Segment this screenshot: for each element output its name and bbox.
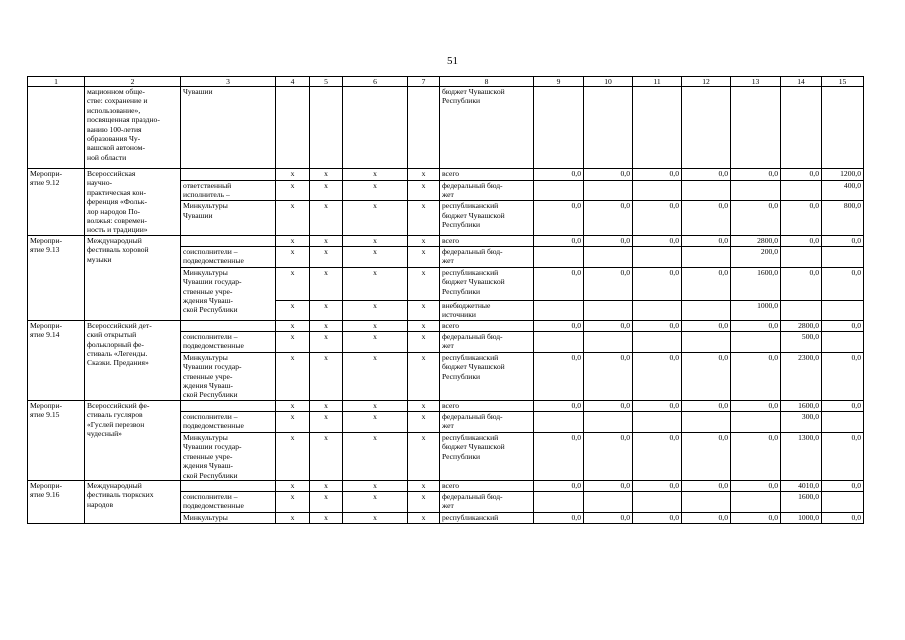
x-mark: х — [310, 432, 343, 480]
amount-cell: 0,0 — [682, 267, 731, 300]
executor-cell — [181, 480, 276, 491]
x-mark: х — [408, 235, 440, 246]
amount-cell: 0,0 — [584, 235, 633, 246]
x-mark: х — [276, 491, 310, 512]
amount-cell — [534, 331, 584, 352]
amount-cell: 0,0 — [584, 201, 633, 236]
x-mark: х — [276, 201, 310, 236]
x-mark: х — [343, 246, 408, 267]
amount-cell — [584, 246, 633, 267]
amount-cell: 300,0 — [781, 411, 822, 432]
amount-cell: 0,0 — [633, 432, 682, 480]
col-header: 4 — [276, 77, 310, 87]
x-mark: х — [408, 491, 440, 512]
amount-cell — [682, 180, 731, 201]
table-row — [28, 235, 864, 246]
col-header: 5 — [310, 77, 343, 87]
x-mark: х — [276, 320, 310, 331]
col-header: 1 — [28, 77, 85, 87]
col-header: 2 — [85, 77, 181, 87]
funding-source: федеральный бюд- жет — [440, 180, 534, 201]
funding-source: федеральный бюд- жет — [440, 491, 534, 512]
amount-cell — [584, 491, 633, 512]
x-mark: х — [408, 300, 440, 320]
event-id: Меропри- ятие 9.14 — [28, 320, 85, 400]
header-row — [28, 77, 864, 87]
amount-cell: 0,0 — [534, 235, 584, 246]
amount-cell — [822, 300, 864, 320]
amount-cell: 0,0 — [633, 169, 682, 181]
funding-source: федеральный бюд- жет — [440, 331, 534, 352]
amount-cell — [682, 331, 731, 352]
executor-cell: соисполнители – подведомственные — [181, 491, 276, 512]
amount-cell — [633, 180, 682, 201]
table-row — [28, 169, 864, 181]
x-mark: х — [408, 320, 440, 331]
amount-cell: 0,0 — [584, 400, 633, 411]
x-mark: х — [343, 400, 408, 411]
x-mark: х — [276, 267, 310, 300]
amount-cell: 0,0 — [682, 320, 731, 331]
x-mark: х — [408, 246, 440, 267]
x-mark: х — [310, 235, 343, 246]
amount-cell — [682, 300, 731, 320]
col-header: 12 — [682, 77, 731, 87]
amount-cell: 2300,0 — [781, 352, 822, 400]
funding-source: всего — [440, 320, 534, 331]
executor-cell: соисполнители – подведомственные — [181, 411, 276, 432]
col-header: 8 — [440, 77, 534, 87]
amount-cell — [682, 411, 731, 432]
amount-cell: 0,0 — [534, 352, 584, 400]
funding-source: всего — [440, 400, 534, 411]
amount-cell — [633, 411, 682, 432]
x-mark: х — [408, 432, 440, 480]
amount-cell: 0,0 — [682, 512, 731, 523]
x-mark: х — [276, 180, 310, 201]
executor-cell: Минкультуры Чувашии государ- ственные учре- ждения Чуваш- ской Республики — [181, 432, 276, 480]
x-mark: х — [310, 201, 343, 236]
event-name: Международный фестиваль тюркских народов — [85, 480, 181, 523]
x-mark: х — [343, 267, 408, 300]
amount-cell: 0,0 — [731, 320, 781, 331]
amount-cell — [633, 331, 682, 352]
amount-cell: 1200,0 — [822, 169, 864, 181]
amount-cell: 1300,0 — [781, 432, 822, 480]
amount-cell: 0,0 — [534, 480, 584, 491]
amount-cell — [682, 246, 731, 267]
col-header: 6 — [343, 77, 408, 87]
x-mark: х — [343, 352, 408, 400]
x-mark: х — [408, 180, 440, 201]
x-mark: х — [310, 267, 343, 300]
amount-cell: 0,0 — [534, 432, 584, 480]
page-number: 51 — [447, 55, 458, 67]
executor-cell: Минкультуры — [181, 512, 276, 523]
amount-cell: 0,0 — [731, 512, 781, 523]
amount-cell: 0,0 — [682, 480, 731, 491]
amount-cell: 0,0 — [731, 400, 781, 411]
funding-source: всего — [440, 169, 534, 181]
amount-cell — [731, 411, 781, 432]
col-header: 7 — [408, 77, 440, 87]
amount-cell: 4010,0 — [781, 480, 822, 491]
x-mark: х — [343, 331, 408, 352]
amount-cell — [633, 491, 682, 512]
amount-cell: 0,0 — [633, 512, 682, 523]
amount-cell: 2800,0 — [731, 235, 781, 246]
amount-cell — [534, 300, 584, 320]
executor-cell: соисполнители – подведомственные — [181, 246, 276, 267]
amount-cell: 0,0 — [682, 235, 731, 246]
funding-source: республиканский бюджет Чувашской Республики — [440, 432, 534, 480]
amount-cell — [534, 246, 584, 267]
amount-cell: 0,0 — [682, 169, 731, 181]
executor-cell: Минкультуры Чувашии государ- ственные учре- ждения Чуваш- ской Республики — [181, 352, 276, 400]
x-mark: х — [276, 512, 310, 523]
amount-cell — [584, 180, 633, 201]
amount-cell: 0,0 — [781, 169, 822, 181]
amount-cell — [731, 491, 781, 512]
amount-cell — [633, 300, 682, 320]
amount-cell — [731, 180, 781, 201]
executor-cell: Чувашии — [181, 87, 276, 169]
amount-cell — [682, 491, 731, 512]
x-mark: х — [408, 267, 440, 300]
x-mark: х — [276, 432, 310, 480]
amount-cell: 0,0 — [781, 235, 822, 246]
event-name: мационном обще- стве: сохранение и использование», посвященная праздно- ванию 100-летия образования Чу- вашской автоном- ной области — [85, 87, 181, 169]
funding-source: бюджет Чувашской Республики — [440, 87, 534, 169]
amount-cell: 1000,0 — [781, 512, 822, 523]
x-mark: х — [310, 300, 343, 320]
continuation-row — [28, 87, 864, 169]
amount-cell: 1600,0 — [781, 400, 822, 411]
x-mark: х — [310, 411, 343, 432]
executor-cell: Минкультуры Чувашии государ- ственные учре- ждения Чуваш- ской Республики — [181, 267, 276, 320]
x-mark: х — [310, 400, 343, 411]
amount-cell: 0,0 — [534, 169, 584, 181]
amount-cell — [781, 246, 822, 267]
col-header: 13 — [731, 77, 781, 87]
event-name: Всероссийская научно- практическая кон- ференция «Фольк- лор народов По- волжья: современ- ность и традиции» — [85, 169, 181, 236]
x-mark: х — [343, 432, 408, 480]
amount-cell: 0,0 — [822, 235, 864, 246]
x-mark: х — [343, 169, 408, 181]
amount-cell — [584, 300, 633, 320]
x-mark: х — [408, 169, 440, 181]
x-mark: х — [276, 331, 310, 352]
x-mark: х — [408, 201, 440, 236]
x-mark: х — [343, 300, 408, 320]
col-header: 3 — [181, 77, 276, 87]
x-mark: х — [408, 400, 440, 411]
amount-cell: 0,0 — [822, 352, 864, 400]
amount-cell — [781, 180, 822, 201]
amount-cell: 0,0 — [534, 512, 584, 523]
event-name: Всероссийский дет- ский открытый фольклорный фе- стиваль «Легенды. Сказки. Предания» — [85, 320, 181, 400]
amount-cell — [822, 246, 864, 267]
event-id: Меропри- ятие 9.15 — [28, 400, 85, 480]
amount-cell — [584, 331, 633, 352]
x-mark: х — [276, 169, 310, 181]
amount-cell — [534, 411, 584, 432]
amount-cell: 0,0 — [534, 201, 584, 236]
x-mark: х — [343, 480, 408, 491]
x-mark: х — [276, 411, 310, 432]
amount-cell: 200,0 — [731, 246, 781, 267]
x-mark: х — [408, 411, 440, 432]
amount-cell: 0,0 — [731, 480, 781, 491]
amount-cell: 2800,0 — [781, 320, 822, 331]
executor-cell: соисполнители – подведомственные — [181, 331, 276, 352]
table-row — [28, 480, 864, 491]
amount-cell — [822, 411, 864, 432]
x-mark: х — [310, 512, 343, 523]
amount-cell: 0,0 — [822, 320, 864, 331]
amount-cell: 0,0 — [534, 400, 584, 411]
x-mark: х — [276, 352, 310, 400]
amount-cell — [534, 491, 584, 512]
x-mark: х — [343, 512, 408, 523]
x-mark: х — [343, 320, 408, 331]
x-mark: х — [343, 235, 408, 246]
funding-source: республиканский бюджет Чувашской Республики — [440, 267, 534, 300]
funding-source: республиканский бюджет Чувашской Республики — [440, 352, 534, 400]
x-mark: х — [310, 480, 343, 491]
x-mark: х — [408, 512, 440, 523]
amount-cell: 0,0 — [731, 432, 781, 480]
amount-cell: 0,0 — [822, 432, 864, 480]
amount-cell — [534, 180, 584, 201]
x-mark: х — [310, 331, 343, 352]
amount-cell: 0,0 — [633, 400, 682, 411]
x-mark: х — [408, 480, 440, 491]
amount-cell: 1600,0 — [731, 267, 781, 300]
funding-table — [27, 76, 864, 524]
executor-cell: ответственный исполнитель – — [181, 180, 276, 201]
executor-cell — [181, 235, 276, 246]
event-name: Международный фестиваль хоровой музыки — [85, 235, 181, 320]
funding-source: федеральный бюд- жет — [440, 411, 534, 432]
col-header: 9 — [534, 77, 584, 87]
amount-cell: 0,0 — [682, 432, 731, 480]
amount-cell: 0,0 — [822, 480, 864, 491]
amount-cell: 0,0 — [584, 169, 633, 181]
col-header: 15 — [822, 77, 864, 87]
x-mark: х — [276, 235, 310, 246]
amount-cell: 0,0 — [534, 267, 584, 300]
x-mark: х — [408, 352, 440, 400]
amount-cell: 0,0 — [731, 169, 781, 181]
amount-cell: 0,0 — [633, 320, 682, 331]
amount-cell: 800,0 — [822, 201, 864, 236]
x-mark: х — [310, 491, 343, 512]
x-mark: х — [408, 331, 440, 352]
x-mark: х — [310, 352, 343, 400]
amount-cell: 1000,0 — [731, 300, 781, 320]
event-name: Всероссийский фе- стиваль гусляров «Гуслей перезвон чудесный» — [85, 400, 181, 480]
amount-cell: 0,0 — [781, 201, 822, 236]
amount-cell: 0,0 — [633, 235, 682, 246]
x-mark: х — [310, 320, 343, 331]
funding-source: всего — [440, 480, 534, 491]
amount-cell: 0,0 — [633, 352, 682, 400]
amount-cell — [731, 331, 781, 352]
funding-source: республиканский бюджет Чувашской Республики — [440, 201, 534, 236]
table-row — [28, 400, 864, 411]
amount-cell: 0,0 — [822, 512, 864, 523]
amount-cell: 0,0 — [633, 480, 682, 491]
x-mark: х — [343, 491, 408, 512]
event-id: Меропри- ятие 9.13 — [28, 235, 85, 320]
funding-source: внебюджетные источники — [440, 300, 534, 320]
amount-cell: 0,0 — [584, 432, 633, 480]
amount-cell: 0,0 — [584, 320, 633, 331]
amount-cell: 0,0 — [584, 267, 633, 300]
x-mark: х — [310, 169, 343, 181]
amount-cell — [822, 491, 864, 512]
amount-cell: 0,0 — [731, 201, 781, 236]
amount-cell: 0,0 — [534, 320, 584, 331]
amount-cell: 0,0 — [822, 400, 864, 411]
amount-cell: 0,0 — [633, 201, 682, 236]
amount-cell: 400,0 — [822, 180, 864, 201]
amount-cell — [633, 246, 682, 267]
col-header: 14 — [781, 77, 822, 87]
x-mark: х — [310, 246, 343, 267]
col-header: 10 — [584, 77, 633, 87]
col-header: 11 — [633, 77, 682, 87]
executor-cell — [181, 169, 276, 181]
funding-source: всего — [440, 235, 534, 246]
amount-cell: 0,0 — [584, 480, 633, 491]
amount-cell: 500,0 — [781, 331, 822, 352]
executor-cell: Минкультуры Чувашии — [181, 201, 276, 236]
x-mark: х — [276, 400, 310, 411]
x-mark: х — [276, 300, 310, 320]
executor-cell — [181, 400, 276, 411]
amount-cell — [781, 300, 822, 320]
amount-cell: 0,0 — [584, 512, 633, 523]
event-id: Меропри- ятие 9.12 — [28, 169, 85, 236]
x-mark: х — [343, 180, 408, 201]
x-mark: х — [343, 201, 408, 236]
x-mark: х — [343, 411, 408, 432]
amount-cell: 0,0 — [682, 400, 731, 411]
executor-cell — [181, 320, 276, 331]
x-mark: х — [276, 480, 310, 491]
amount-cell: 0,0 — [682, 201, 731, 236]
amount-cell: 0,0 — [633, 267, 682, 300]
amount-cell — [584, 411, 633, 432]
amount-cell: 0,0 — [822, 267, 864, 300]
funding-source: федеральный бюд- жет — [440, 246, 534, 267]
table-row — [28, 320, 864, 331]
amount-cell: 0,0 — [682, 352, 731, 400]
x-mark: х — [310, 180, 343, 201]
amount-cell: 0,0 — [584, 352, 633, 400]
funding-source: республиканский — [440, 512, 534, 523]
event-id: Меропри- ятие 9.16 — [28, 480, 85, 523]
amount-cell: 0,0 — [781, 267, 822, 300]
amount-cell — [822, 331, 864, 352]
amount-cell: 1600,0 — [781, 491, 822, 512]
amount-cell: 0,0 — [731, 352, 781, 400]
x-mark: х — [276, 246, 310, 267]
